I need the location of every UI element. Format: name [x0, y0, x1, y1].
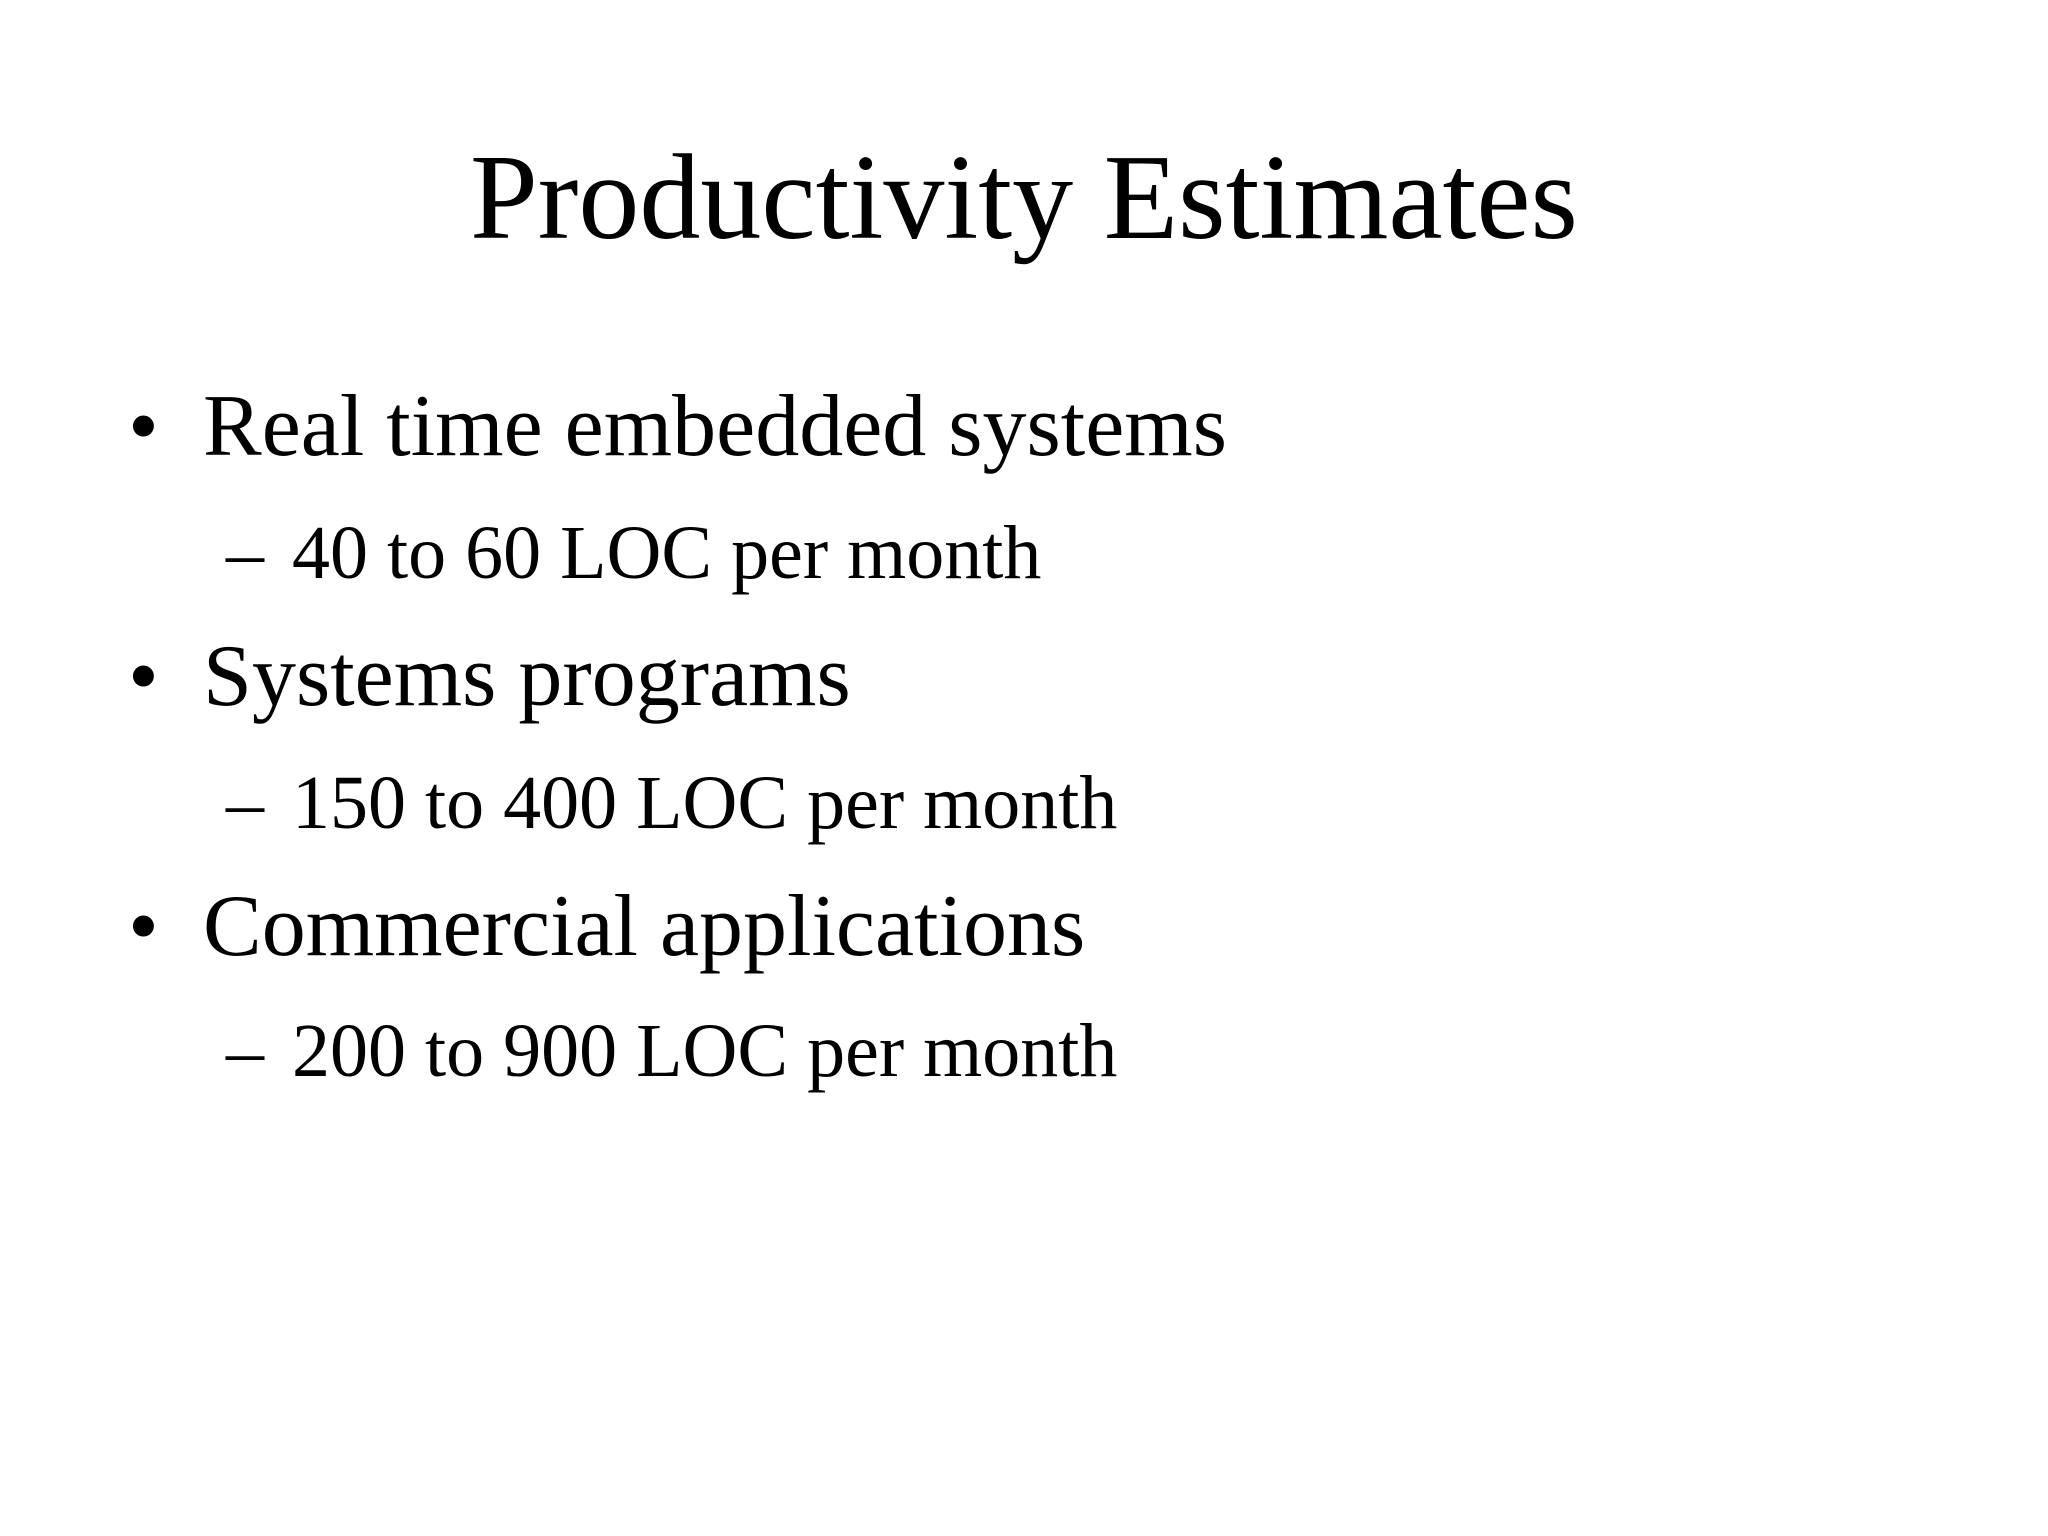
sub-bullet-item	[226, 1007, 1117, 1095]
bullet-text: Commercial applications	[203, 878, 1086, 975]
sub-bullet-item	[226, 759, 1117, 847]
sub-bullet-marker: –	[226, 761, 264, 845]
sub-bullet-text: 40 to 60 LOC per month	[292, 511, 1042, 595]
bullet-text: Real time embedded systems	[203, 378, 1227, 475]
bullet-marker: •	[128, 628, 159, 725]
sub-bullet-item	[226, 509, 1041, 597]
sub-bullet-text: 200 to 900 LOC per month	[292, 1009, 1118, 1093]
sub-bullet-marker: –	[226, 511, 264, 595]
bullet-item	[128, 627, 851, 727]
bullet-item	[128, 877, 1085, 977]
slide-title: Productivity Estimates	[469, 130, 1579, 265]
bullet-marker: •	[128, 878, 159, 975]
sub-bullet-marker: –	[226, 1009, 264, 1093]
bullet-text: Systems programs	[203, 628, 851, 725]
bullet-marker: •	[128, 378, 159, 475]
sub-bullet-text: 150 to 400 LOC per month	[292, 761, 1118, 845]
bullet-item	[128, 377, 1227, 477]
